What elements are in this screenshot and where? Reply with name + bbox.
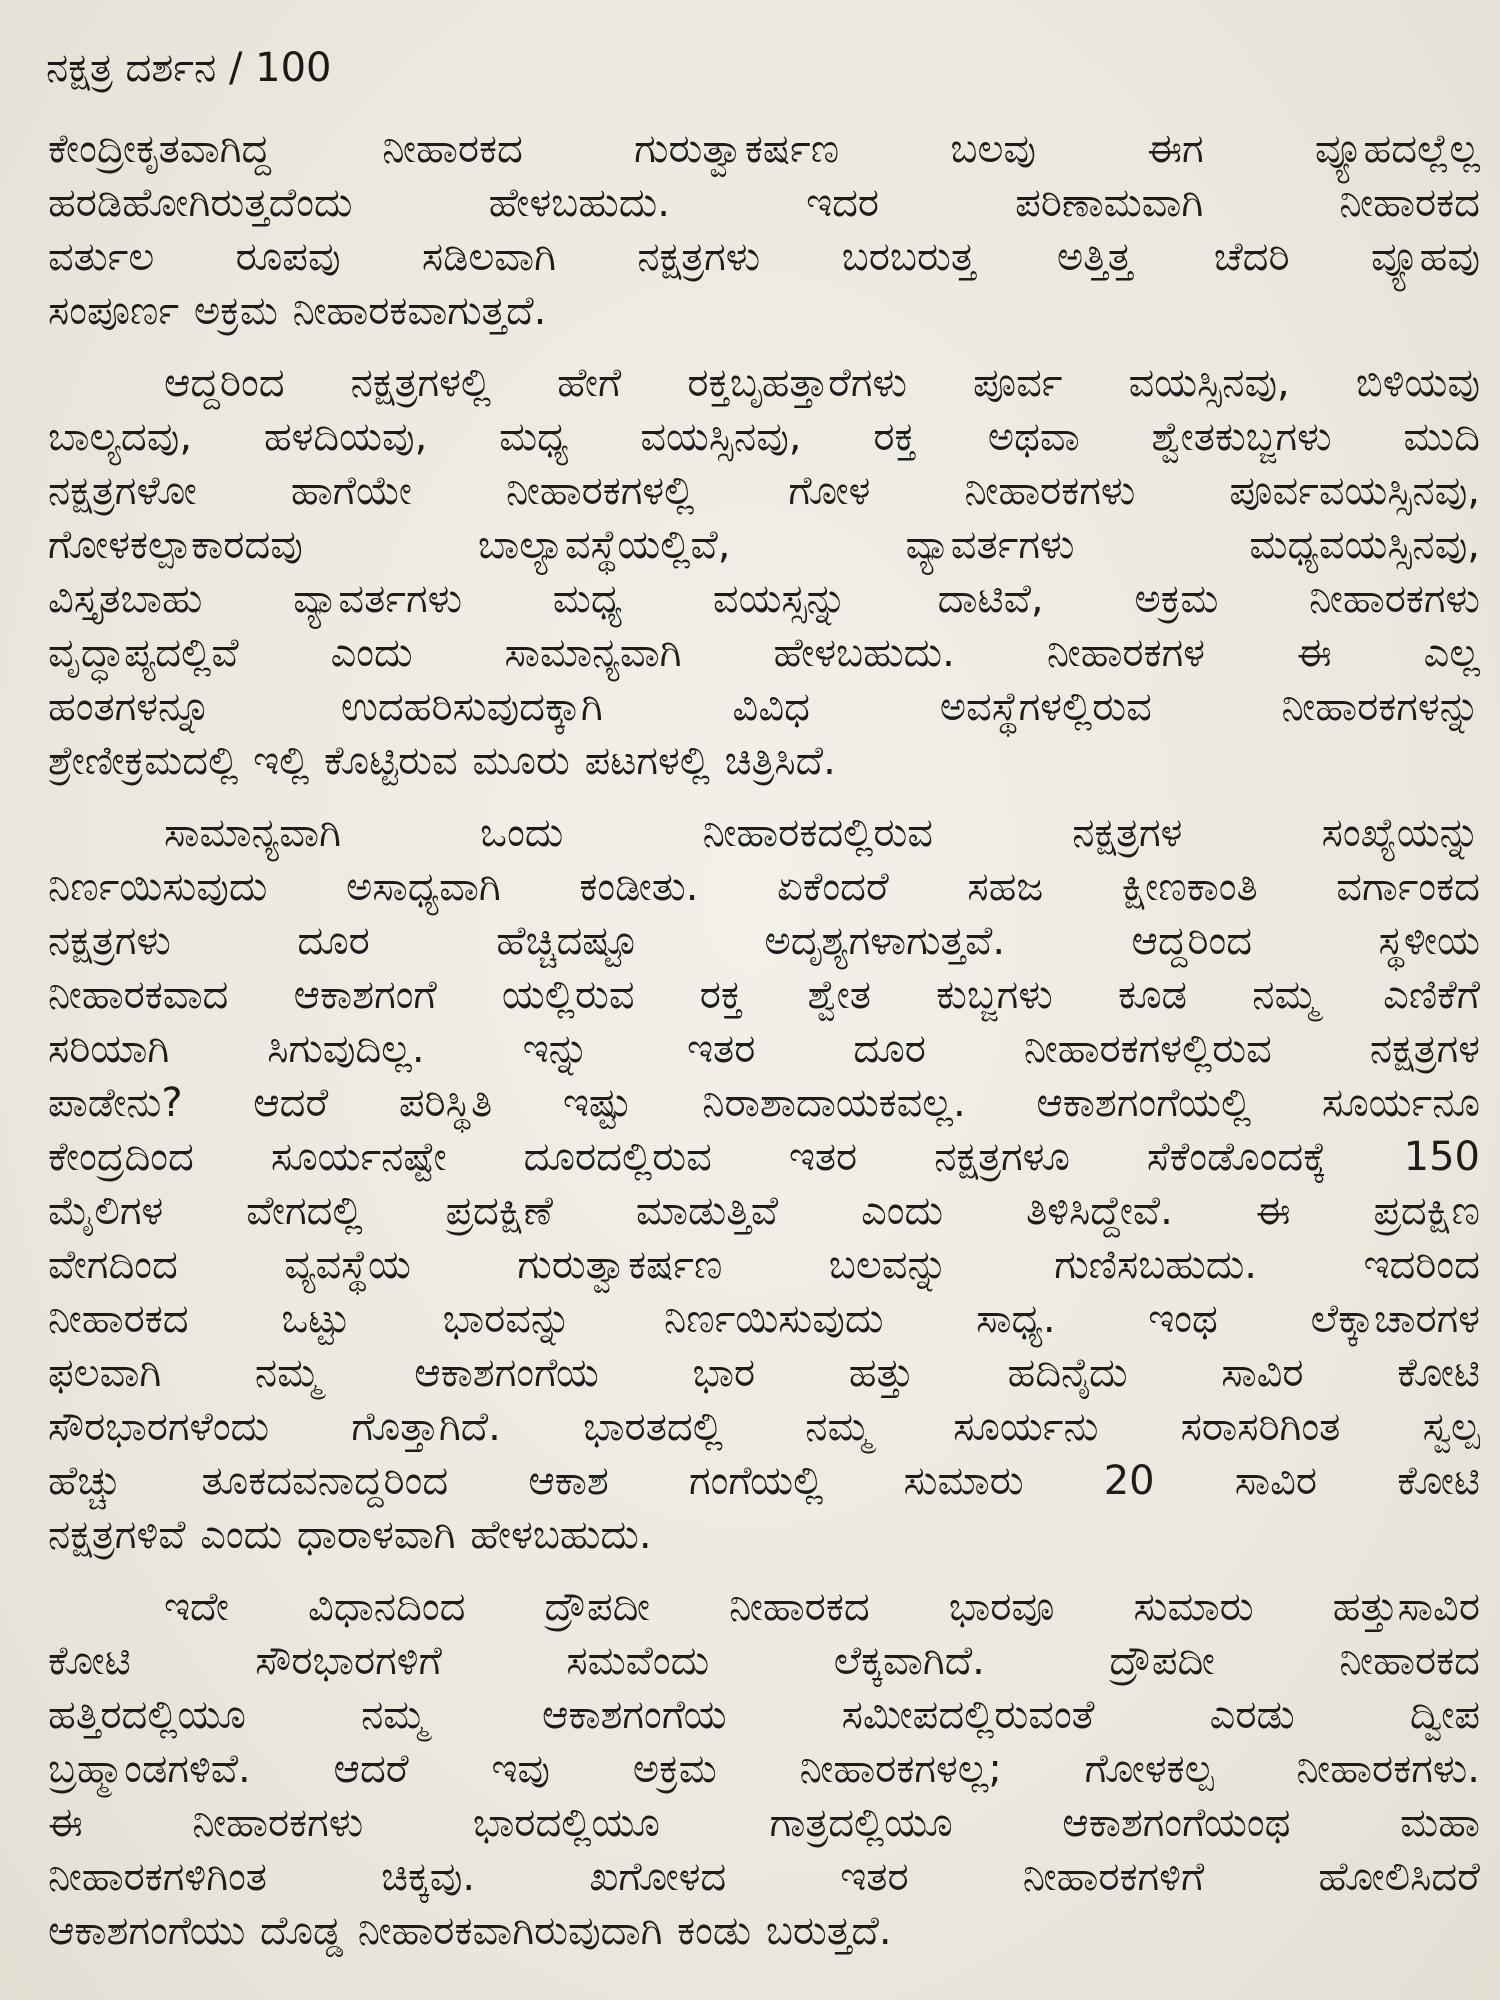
- paragraph: [48, 122, 1480, 338]
- text-body: [48, 122, 1480, 1958]
- text-line: ವರ್ತುಲ ರೂಪವು ಸಡಿಲವಾಗಿ ನಕ್ಷತ್ರಗಳು ಬರಬರುತ್ತ ಅತ್ತಿತ್ತ ಚೆದರಿ ವ್ಯೂಹವು: [48, 234, 1480, 280]
- text-line: ವಿಸ್ತೃತಬಾಹು ವ್ಯಾವರ್ತಗಳು ಮಧ್ಯ ವಯಸ್ಸನ್ನು ದಾಟಿವೆ, ಅಕ್ರಮ ನೀಹಾರಕಗಳು: [48, 576, 1480, 622]
- text-line: ಫಲವಾಗಿ ನಮ್ಮ ಆಕಾಶಗಂಗೆಯ ಭಾರ ಹತ್ತು ಹದಿನೈದು ಸಾವಿರ ಕೋಟಿ: [48, 1350, 1480, 1396]
- text-line: ನೀಹಾರಕದ ಒಟ್ಟು ಭಾರವನ್ನು ನಿರ್ಣಯಿಸುವುದು ಸಾಧ್ಯ. ಇಂಥ ಲೆಕ್ಕಾಚಾರಗಳ: [48, 1296, 1480, 1342]
- running-head: ನಕ್ಷತ್ರ ದರ್ಶನ / 100: [46, 45, 332, 91]
- text-line: ಕೋಟಿ ಸೌರಭಾರಗಳಿಗೆ ಸಮವೆಂದು ಲೆಕ್ಕವಾಗಿದೆ. ದ್ರೌಪದೀ ನೀಹಾರಕದ: [48, 1638, 1480, 1684]
- text-line: ವೃದ್ಧಾಪ್ಯದಲ್ಲಿವೆ ಎಂದು ಸಾಮಾನ್ಯವಾಗಿ ಹೇಳಬಹುದು. ನೀಹಾರಕಗಳ ಈ ಎಲ್ಲ: [48, 630, 1480, 676]
- text-line: ಬಾಲ್ಯದವು, ಹಳದಿಯವು, ಮಧ್ಯ ವಯಸ್ಸಿನವು, ರಕ್ತ ಅಥವಾ ಶ್ವೇತಕುಬ್ಜಗಳು ಮುದಿ: [48, 414, 1480, 460]
- text-line: ಈ ನೀಹಾರಕಗಳು ಭಾರದಲ್ಲಿಯೂ ಗಾತ್ರದಲ್ಲಿಯೂ ಆಕಾಶಗಂಗೆಯಂಥ ಮಹಾ: [48, 1800, 1480, 1846]
- text-line: ಮೈಲಿಗಳ ವೇಗದಲ್ಲಿ ಪ್ರದಕ್ಷಿಣೆ ಮಾಡುತ್ತಿವೆ ಎಂದು ತಿಳಿಸಿದ್ದೇವೆ. ಈ ಪ್ರದಕ್ಷಿಣ: [48, 1188, 1480, 1234]
- text-line: ಆಕಾಶಗಂಗೆಯು ದೊಡ್ಡ ನೀಹಾರಕವಾಗಿರುವುದಾಗಿ ಕಂಡು ಬರುತ್ತದೆ.: [48, 1908, 892, 1954]
- text-line: ಹೆಚ್ಚು ತೂಕದವನಾದ್ದರಿಂದ ಆಕಾಶ ಗಂಗೆಯಲ್ಲಿ ಸುಮಾರು 20 ಸಾವಿರ ಕೋಟಿ: [48, 1458, 1480, 1504]
- text-line: ಸರಿಯಾಗಿ ಸಿಗುವುದಿಲ್ಲ. ಇನ್ನು ಇತರ ದೂರ ನೀಹಾರಕಗಳಲ್ಲಿರುವ ನಕ್ಷತ್ರಗಳ: [48, 1026, 1480, 1072]
- text-line: ಆದ್ದರಿಂದ ನಕ್ಷತ್ರಗಳಲ್ಲಿ ಹೇಗೆ ರಕ್ತಬೃಹತ್ತಾರೆಗಳು ಪೂರ್ವ ವಯಸ್ಸಿನವು, ಬಿಳಿಯವು: [164, 360, 1480, 406]
- text-line: ಹಂತಗಳನ್ನೂ ಉದಹರಿಸುವುದಕ್ಕಾಗಿ ವಿವಿಧ ಅವಸ್ಥೆಗಳಲ್ಲಿರುವ ನೀಹಾರಕಗಳನ್ನು: [48, 684, 1480, 730]
- text-line: ಪಾಡೇನು? ಆದರೆ ಪರಿಸ್ಥಿತಿ ಇಷ್ಟು ನಿರಾಶಾದಾಯಕವಲ್ಲ. ಆಕಾಶಗಂಗೆಯಲ್ಲಿ ಸೂರ್ಯನೂ: [48, 1080, 1480, 1126]
- text-line: ವೇಗದಿಂದ ವ್ಯವಸ್ಥೆಯ ಗುರುತ್ವಾಕರ್ಷಣ ಬಲವನ್ನು ಗುಣಿಸಬಹುದು. ಇದರಿಂದ: [48, 1242, 1480, 1288]
- text-line: ಸಂಪೂರ್ಣ ಅಕ್ರಮ ನೀಹಾರಕವಾಗುತ್ತದೆ.: [48, 288, 547, 334]
- text-line: ಹರಡಿಹೋಗಿರುತ್ತದೆಂದು ಹೇಳಬಹುದು. ಇದರ ಪರಿಣಾಮವಾಗಿ ನೀಹಾರಕದ: [48, 180, 1480, 226]
- paragraph: [48, 806, 1480, 1562]
- paragraph: [48, 1580, 1480, 1958]
- text-line: ನಕ್ಷತ್ರಗಳು ದೂರ ಹೆಚ್ಚಿದಷ್ಟೂ ಅದೃಶ್ಯಗಳಾಗುತ್ತವೆ. ಆದ್ದರಿಂದ ಸ್ಥಳೀಯ: [48, 918, 1480, 964]
- text-line: ಕೇಂದ್ರದಿಂದ ಸೂರ್ಯನಷ್ಟೇ ದೂರದಲ್ಲಿರುವ ಇತರ ನಕ್ಷತ್ರಗಳೂ ಸೆಕೆಂಡೊಂದಕ್ಕೆ 150: [48, 1134, 1480, 1180]
- paragraph: [48, 356, 1480, 788]
- text-line: ಇದೇ ವಿಧಾನದಿಂದ ದ್ರೌಪದೀ ನೀಹಾರಕದ ಭಾರವೂ ಸುಮಾರು ಹತ್ತುಸಾವಿರ: [164, 1584, 1480, 1630]
- text-line: ನಕ್ಷತ್ರಗಳಿವೆ ಎಂದು ಧಾರಾಳವಾಗಿ ಹೇಳಬಹುದು.: [48, 1512, 652, 1558]
- text-line: ಕೇಂದ್ರೀಕೃತವಾಗಿದ್ದ ನೀಹಾರಕದ ಗುರುತ್ವಾಕರ್ಷಣ ಬಲವು ಈಗ ವ್ಯೂಹದಲ್ಲೆಲ್ಲ: [48, 126, 1480, 172]
- text-line: ಗೋಳಕಲ್ಪಾಕಾರದವು ಬಾಲ್ಯಾವಸ್ಥೆಯಲ್ಲಿವೆ, ವ್ಯಾವರ್ತಗಳು ಮಧ್ಯವಯಸ್ಸಿನವು,: [48, 522, 1480, 568]
- text-line: ಹತ್ತಿರದಲ್ಲಿಯೂ ನಮ್ಮ ಆಕಾಶಗಂಗೆಯ ಸಮೀಪದಲ್ಲಿರುವಂತೆ ಎರಡು ದ್ವೀಪ: [48, 1692, 1480, 1738]
- text-line: ಸಾಮಾನ್ಯವಾಗಿ ಒಂದು ನೀಹಾರಕದಲ್ಲಿರುವ ನಕ್ಷತ್ರಗಳ ಸಂಖ್ಯೆಯನ್ನು: [164, 810, 1480, 856]
- text-line: ನೀಹಾರಕಗಳಿಗಿಂತ ಚಿಕ್ಕವು. ಖಗೋಳದ ಇತರ ನೀಹಾರಕಗಳಿಗೆ ಹೋಲಿಸಿದರೆ: [48, 1854, 1480, 1900]
- text-line: ಶ್ರೇಣೀಕ್ರಮದಲ್ಲಿ ಇಲ್ಲಿ ಕೊಟ್ಟಿರುವ ಮೂರು ಪಟಗಳಲ್ಲಿ ಚಿತ್ರಿಸಿದೆ.: [48, 738, 836, 784]
- text-line: ನಿರ್ಣಯಿಸುವುದು ಅಸಾಧ್ಯವಾಗಿ ಕಂಡೀತು. ಏಕೆಂದರೆ ಸಹಜ ಕ್ಷೀಣಕಾಂತಿ ವರ್ಗಾಂಕದ: [48, 864, 1480, 910]
- text-line: ಬ್ರಹ್ಮಾಂಡಗಳಿವೆ. ಆದರೆ ಇವು ಅಕ್ರಮ ನೀಹಾರಕಗಳಲ್ಲ; ಗೋಳಕಲ್ಪ ನೀಹಾರಕಗಳು.: [48, 1746, 1480, 1792]
- text-line: ನೀಹಾರಕವಾದ ಆಕಾಶಗಂಗೆ ಯಲ್ಲಿರುವ ರಕ್ತ ಶ್ವೇತ ಕುಬ್ಜಗಳು ಕೂಡ ನಮ್ಮ ಎಣಿಕೆಗೆ: [48, 972, 1480, 1018]
- text-line: ನಕ್ಷತ್ರಗಳೋ ಹಾಗೆಯೇ ನೀಹಾರಕಗಳಲ್ಲಿ ಗೋಳ ನೀಹಾರಕಗಳು ಪೂರ್ವವಯಸ್ಸಿನವು,: [48, 468, 1480, 514]
- text-line: ಸೌರಭಾರಗಳೆಂದು ಗೊತ್ತಾಗಿದೆ. ಭಾರತದಲ್ಲಿ ನಮ್ಮ ಸೂರ್ಯನು ಸರಾಸರಿಗಿಂತ ಸ್ವಲ್ಪ: [48, 1404, 1480, 1450]
